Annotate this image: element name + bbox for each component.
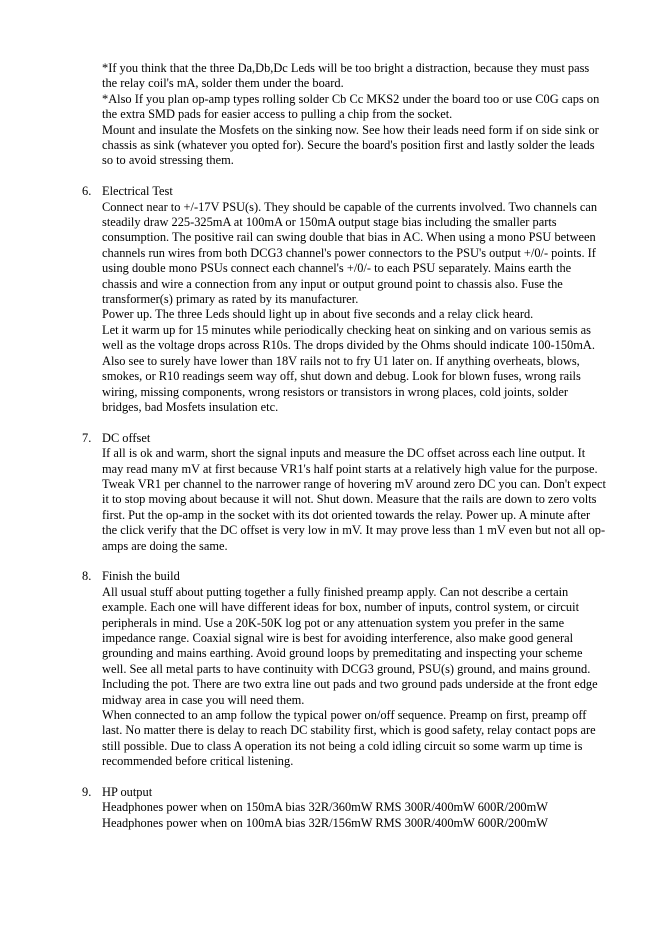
section-paragraph: When connected to an amp follow the typical power on/off sequence. Preamp on first, preamp off last. No matter there is delay to reach DC stability first, which is good safety, relay contact pops are still possible. Due to class A operation its not being a cold idling circuit so some warm up time is recommended before critical listening. [102, 708, 596, 769]
section-paragraph: Connect near to +/-17V PSU(s). They should be capable of the currents involved. Two channels can steadily draw 225-325mA at 100mA or 150mA output stage bias including the smaller parts consumption. The positive rail can swing double that bias in AC. When using a mono PSU between channels run wires from both DCG3 channel's power connectors to the PSU's output +/0/- points. If using double mono PSUs connect each channel's +/0/- to each PSU separately. Mains earth the chassis and wire a connection from any input or output ground point to chassis also. Fuse the transformer(s) primary as rated by its manufacturer. [102, 199, 598, 307]
intro-paragraph: *If you think that the three Da,Db,Dc Leds will be too bright a distraction, because they must pass the relay coil's mA, solder them under the board. [102, 61, 590, 91]
section-heading: DC offset [102, 430, 151, 445]
section-heading: Electrical Test [102, 184, 173, 199]
section-paragraph: Headphones power when on 150mA bias 32R/360mW RMS 300R/400mW 600R/200mW [102, 800, 548, 815]
document-page [0, 61, 662, 831]
section-heading: Finish the build [102, 569, 180, 584]
section-number: 7. [82, 430, 92, 445]
section-finish-build [0, 569, 662, 769]
section-number: 8. [82, 569, 92, 584]
section-number: 6. [82, 184, 92, 199]
intro-paragraph: Mount and insulate the Mosfets on the sinking now. See how their leads need form if on side sink or chassis as sink (whatever you opted for). Secure the board's position first and lastly solder the leads so to avoid stressing them. [102, 122, 599, 168]
section-hp-output [0, 785, 662, 831]
section-paragraph: If all is ok and warm, short the signal inputs and measure the DC offset across each line output. It may read many mV at first because VR1's half point starts at a relatively high value for the purpose. Tweak VR1 per channel to the narrower range of hovering mV around zero DC you can. Don't expect it to stop moving about because it will not. Shut down. Measure that the rails are down to zero volts first. Put the op-amp in the socket with its dot oriented towards the relay. Power up. A minute after the click verify that the DC offset is very low in mV. It may prove less than 1 mV even but not all op-amps are doing the same. [102, 446, 606, 553]
section-paragraph: Headphones power when on 100mA bias 32R/156mW RMS 300R/400mW 600R/200mW [102, 815, 548, 830]
section-paragraph: Power up. The three Leds should light up in about five seconds and a relay click heard. [102, 307, 534, 322]
intro-notes [102, 61, 607, 169]
section-paragraph: All usual stuff about putting together a fully finished preamp apply. Can not describe a certain example. Each one will have different ideas for box, number of inputs, control system, or circuit peripherals in mind. Use a 20K-50K log pot or any attenuation system you prefer in the same impedance range. Coaxial signal wire is best for avoiding interference, also make good general grounding and mains earthing. Avoid ground loops by premeditating and inspecting your scheme well. See all metal parts to have continuity with DCG3 ground, PSU(s) ground, and mains ground. Including the pot. There are two extra line out pads and two ground pads underside at the front edge midway area in case you will need them. [102, 584, 598, 707]
intro-paragraph: *Also If you plan op-amp types rolling solder Cb Cc MKS2 under the board too or use C0G caps on the extra SMD pads for easier access to pulling a chip from the socket. [102, 91, 600, 122]
section-number: 9. [82, 785, 92, 800]
section-electrical-test [0, 184, 662, 415]
section-heading: HP output [102, 785, 153, 800]
section-paragraph: Let it warm up for 15 minutes while periodically checking heat on sinking and on various semis as well as the voltage drops across R10s. The drops divided by the Ohms should indicate 100-150mA. Also see to surely have lower than 18V rails not to fry U1 later on. If anything overheats, blows, smokes, or R10 readings seem way off, shut down and debug. Look for blown fuses, wrong rails wiring, missing components, wrong resistors or transistors in wrong places, cold joints, solder bridges, bad Mosfets insulation etc. [102, 322, 595, 414]
section-dc-offset [0, 431, 662, 554]
